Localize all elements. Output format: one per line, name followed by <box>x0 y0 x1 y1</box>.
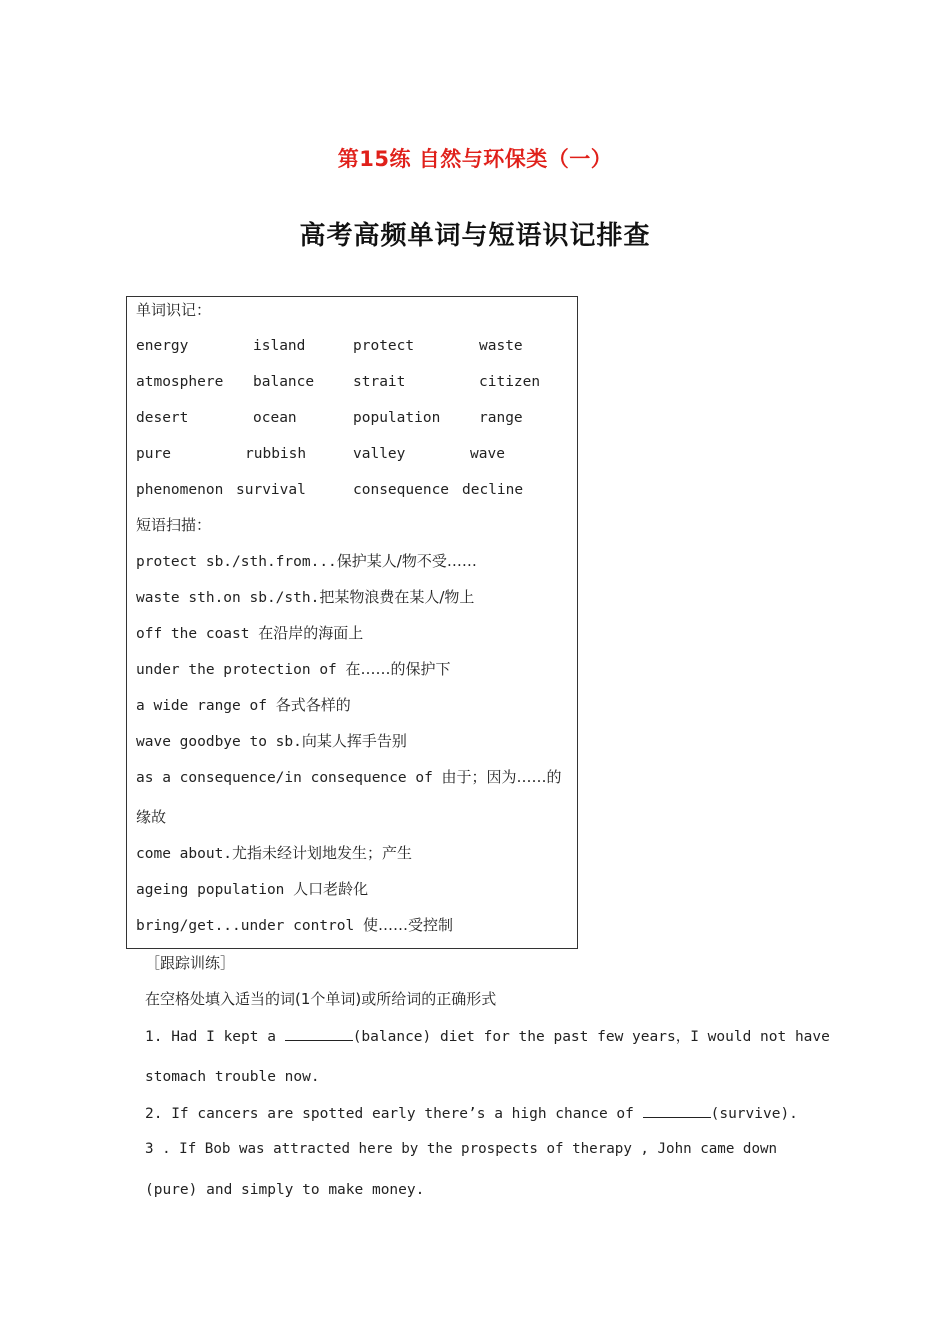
word-item: population <box>353 410 441 426</box>
word-item: protect <box>353 338 415 354</box>
phrase-en: protect sb./sth.from... <box>136 554 337 570</box>
phrase-zh: 在……的保护下 <box>345 660 451 678</box>
phrase-zh: 使……受控制 <box>362 916 453 934</box>
answer-blank[interactable] <box>285 1026 353 1041</box>
phrase-item <box>136 843 412 864</box>
exercise-text: (balance) diet for the past few years，I would not have <box>352 1029 830 1045</box>
word-item: citizen <box>479 374 541 390</box>
phrase-zh: 向某人挥手告别 <box>301 732 407 750</box>
instruction: 在空格处填入适当的词(1个单词)或所给词的正确形式 <box>145 990 497 1008</box>
phrase-item <box>136 623 363 644</box>
phrase-en: under the protection of <box>136 662 346 678</box>
word-item: atmosphere <box>136 374 224 390</box>
phrase-zh: 尤指未经计划地发生；产生 <box>232 844 413 862</box>
lesson-title: 第15练 自然与环保类（一） <box>337 147 613 171</box>
phrase-en: bring/get...under control <box>136 918 363 934</box>
phrase-en: a wide range of <box>136 698 276 714</box>
word-item: energy <box>136 338 189 354</box>
page-title: 高考高频单词与短语识记排查 <box>299 221 651 251</box>
word-item: valley <box>353 446 406 462</box>
phrase-en: off the coast <box>136 626 259 642</box>
phrase-item <box>136 551 477 572</box>
word-item: strait <box>353 374 406 390</box>
exercise-1-cont <box>145 1067 320 1087</box>
word-item: decline <box>462 482 524 498</box>
phrase-zh: 把某物浪费在某人/物上 <box>319 588 475 606</box>
phrase-zh: 由于；因为……的 <box>441 768 562 786</box>
word-item: wave <box>470 446 505 462</box>
word-item: pure <box>136 446 171 462</box>
phrase-item <box>136 807 166 828</box>
exercise-3 <box>145 1139 777 1159</box>
exercise-3-cont <box>145 1180 424 1200</box>
exercise-text: (survive). <box>710 1106 798 1122</box>
word-item: waste <box>479 338 523 354</box>
word-item: rubbish <box>245 446 307 462</box>
phrase-en: come about. <box>136 846 233 862</box>
word-item: range <box>479 410 523 426</box>
phrase-item <box>136 879 368 900</box>
word-item: island <box>253 338 306 354</box>
exercise-text: 2. If cancers are spotted early there’s a high chance of <box>145 1106 643 1122</box>
phrase-item <box>136 659 451 680</box>
word-item: phenomenon <box>136 482 224 498</box>
words-heading: 单词识记： <box>136 301 212 319</box>
phrase-item <box>136 915 453 936</box>
phrases-heading: 短语扫描： <box>136 516 212 534</box>
phrase-item <box>136 731 407 752</box>
phrase-zh: 缘故 <box>136 808 167 826</box>
exercise-text: 1. Had I kept a <box>145 1029 285 1045</box>
phrase-item <box>136 695 351 716</box>
word-item: balance <box>253 374 315 390</box>
phrase-en: wave goodbye to sb. <box>136 734 302 750</box>
exercise-text: (pure) and simply to make money. <box>145 1182 425 1198</box>
phrase-en: ageing population <box>136 882 294 898</box>
phrase-zh: 保护某人/物不受…… <box>336 552 477 570</box>
phrase-zh: 人口老龄化 <box>293 880 369 898</box>
word-item: desert <box>136 410 189 426</box>
exercise-2 <box>145 1103 798 1124</box>
word-item: ocean <box>253 410 297 426</box>
practice-heading: ［跟踪训练］ <box>145 954 236 972</box>
phrase-item <box>136 587 474 608</box>
exercise-text: 3 . If Bob was attracted here by the prospects of therapy , John came down <box>145 1141 778 1157</box>
phrase-zh: 各式各样的 <box>275 696 351 714</box>
phrase-en: as a consequence/in consequence of <box>136 770 442 786</box>
exercise-text: stomach trouble now. <box>145 1069 320 1085</box>
word-item: survival <box>236 482 306 498</box>
exercise-1 <box>145 1026 830 1047</box>
phrase-zh: 在沿岸的海面上 <box>258 624 364 642</box>
word-item: consequence <box>353 482 450 498</box>
phrase-item <box>136 767 562 788</box>
answer-blank[interactable] <box>643 1103 711 1118</box>
phrase-en: waste sth.on sb./sth. <box>136 590 320 606</box>
